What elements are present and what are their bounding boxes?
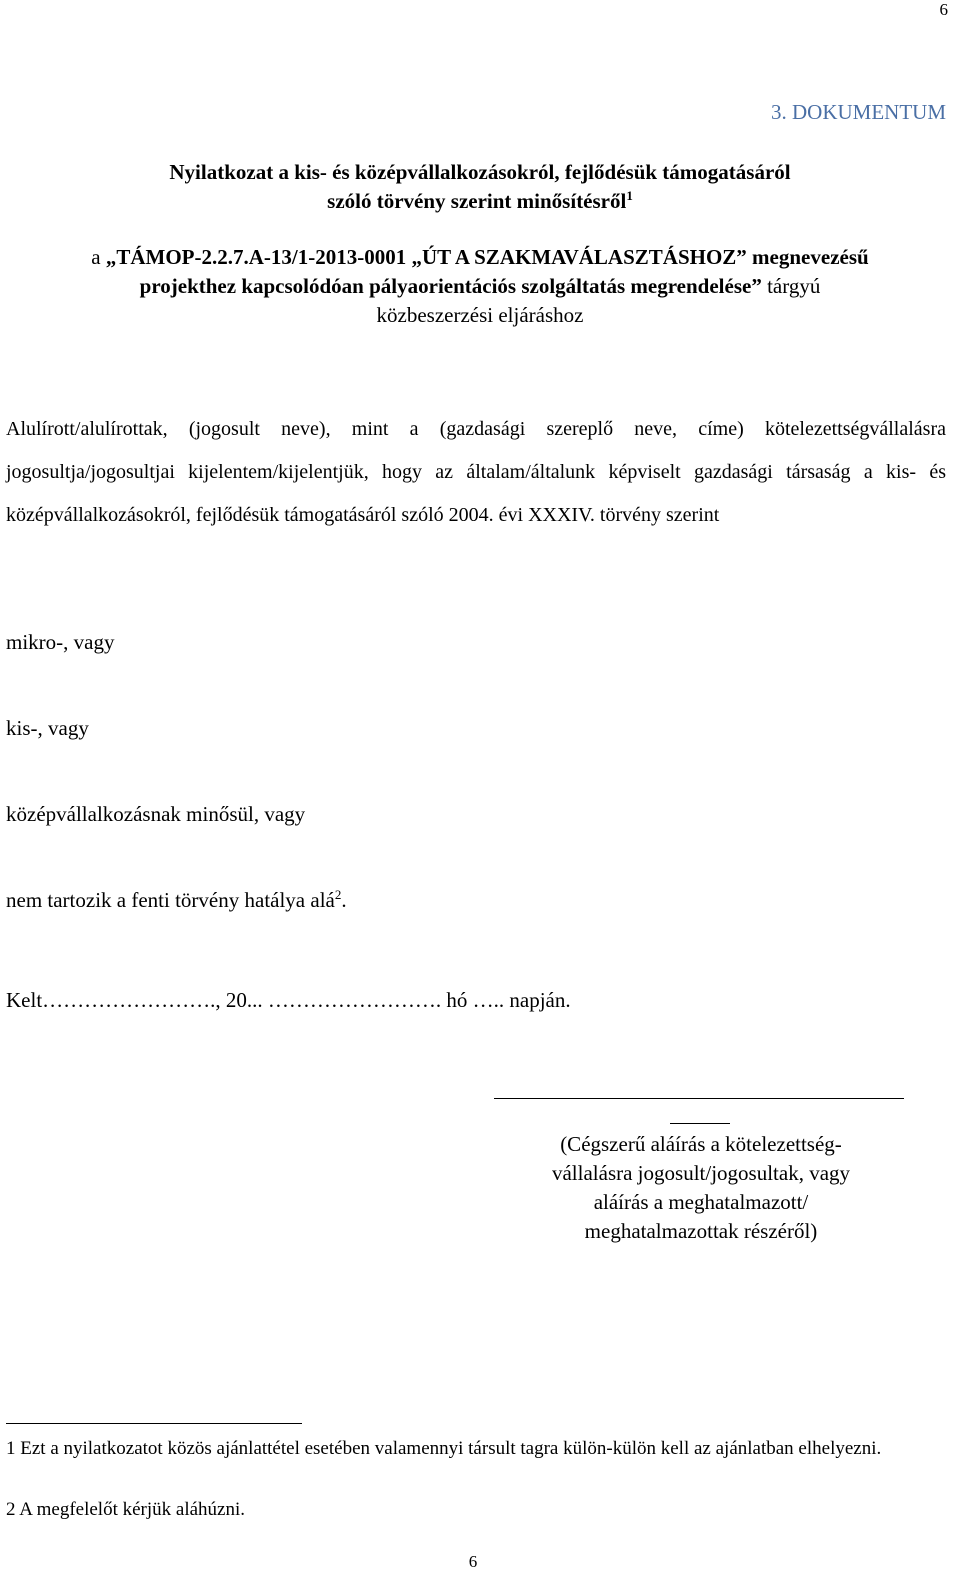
title-line-1: Nyilatkozat a kis- és középvállalkozásokról, fejlődésük támogatásáról	[169, 160, 791, 184]
subject-project-title: projekthez kapcsolódóan pályaorientációs szolgáltatás megrendelése”	[139, 274, 762, 298]
signature-caption-line-1: (Cégszerű aláírás a kötelezettség-	[560, 1132, 842, 1156]
subject-line-1	[8, 243, 952, 272]
option-medium: középvállalkozásnak minősül, vagy	[6, 802, 306, 826]
footnote-ref-2: 2	[334, 887, 342, 902]
procurement-subject	[8, 243, 952, 330]
signature-caption-line-3: aláírás a meghatalmazott/	[593, 1190, 809, 1214]
signature-caption-line-2: vállalásra jogosult/jogosultak, vagy	[551, 1161, 851, 1185]
option-micro: mikro-, vagy	[6, 630, 115, 654]
page-number-top: 6	[939, 0, 948, 19]
date-line: Kelt……………………., 20... ……………………. hó ….. napján.	[6, 988, 571, 1012]
option-small: kis-, vagy	[6, 716, 89, 740]
document-label: 3. DOKUMENTUM	[771, 100, 946, 124]
footnote-2: 2 A megfelelőt kérjük aláhúzni.	[6, 1499, 246, 1520]
signature-line	[494, 1098, 904, 1099]
option-none	[6, 888, 347, 913]
title-line-2	[60, 187, 900, 216]
subject-prefix: a	[91, 245, 106, 269]
footnote-1: 1 Ezt a nyilatkozatot közös ajánlattétel esetében valamennyi társult tagra külön-külön kell az ajánlatban elhelyezni.	[6, 1438, 882, 1459]
footnote-separator	[6, 1423, 302, 1424]
subject-project-code: „TÁMOP-2.2.7.A-13/1-2013-0001 „ÚT A SZAKMAVÁLASZTÁSHOZ” megnevezésű	[105, 245, 869, 269]
option-none-period: .	[341, 888, 347, 912]
declaration-paragraph: Alulírott/alulírottak, (jogosult neve), mint a (gazdasági szereplő neve, címe) kötelezettségvállalásra jogosultja/jogosultjai kijelentem/kijelentjük, hogy az általam/általunk képviselt gazdasági társaság a kis- és középvállalkozásokról, fejlődésük támogatásáról szóló 2004. évi XXXIV. törvény szerint	[6, 418, 946, 526]
page-number-bottom: 6	[468, 1552, 478, 1571]
signature-line-continuation	[670, 1123, 730, 1124]
signature-caption-line-4: meghatalmazottak részéről)	[584, 1219, 818, 1243]
option-none-text: nem tartozik a fenti törvény hatálya alá	[6, 888, 335, 912]
document-title	[60, 158, 900, 216]
title-line-2-text: szóló törvény szerint minősítésről	[327, 189, 627, 213]
subject-line-3: közbeszerzési eljáráshoz	[376, 303, 584, 327]
subject-line-2	[8, 272, 952, 301]
subject-suffix: tárgyú	[761, 274, 821, 298]
footnote-ref-1: 1	[626, 188, 633, 203]
signature-caption	[508, 1130, 894, 1246]
